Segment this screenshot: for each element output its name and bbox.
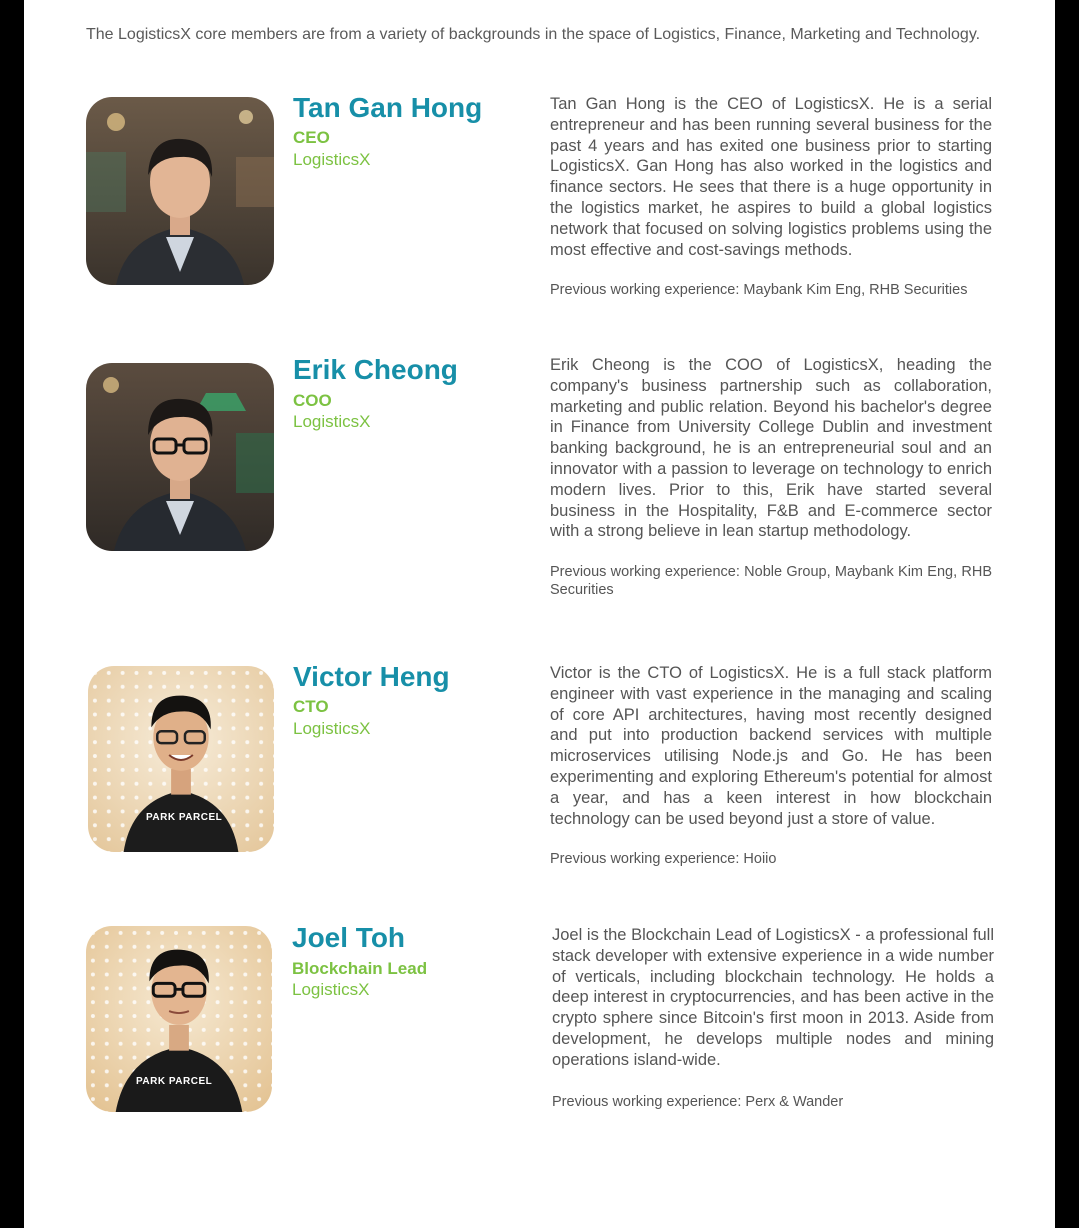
person-portrait-icon: [86, 363, 274, 551]
member-bio: Joel is the Blockchain Lead of LogisticsX - a professional full stack developer with extensive experience in a wide number of verticals, including blockchain technology. He holds a deep interest in cryptocurrencies, and has been active in the crypto sphere since Bitcoin's first moon in 2013. Aside from development, he develops multiple nodes and mining operations island-wide.: [552, 926, 994, 1069]
member-photo: [86, 926, 272, 1112]
member-company: LogisticsX: [292, 980, 370, 999]
member-name: Joel Toh: [292, 922, 406, 953]
member-photo: [86, 363, 274, 551]
member-role: COO: [293, 391, 332, 410]
member-bio: Victor is the CTO of LogisticsX. He is a full stack platform engineer with vast experience in the managing and scaling of core API architectures, having most recently designed and put into production backend services with multiple microservices utilising Node.js and Go. He has been experimenting and exploring Ethereum's potential for almost a year, and has a keen interest in how blockchain technology can be used beyond just a store of value.: [550, 664, 992, 828]
member-previous-experience: Previous working experience: Perx & Wander: [552, 1094, 844, 1110]
intro-text: The LogisticsX core members are from a variety of backgrounds in the space of Logistics, Finance, Marketing and Technology.: [86, 26, 981, 43]
member-previous-experience: Previous working experience: Noble Group, Maybank Kim Eng, RHB Securities: [550, 564, 992, 598]
member-bio: Tan Gan Hong is the CEO of LogisticsX. He is a serial entrepreneur and has been running several business for the past 4 years and has exited one business prior to starting LogisticsX. Gan Hong has also worked in the logistics and finance sectors. He sees that there is a huge opportunity in the logistics market, he aspires to build a global logistics network that focused on solving logistics problems using the most effective and cost-savings methods.: [550, 95, 992, 259]
person-portrait-icon: [86, 97, 274, 285]
member-photo: [86, 97, 274, 285]
member-role: CTO: [293, 697, 329, 716]
member-company: LogisticsX: [293, 719, 371, 738]
member-name: Victor Heng: [293, 661, 450, 692]
member-previous-experience: Previous working experience: Maybank Kim Eng, RHB Securities: [550, 282, 968, 298]
member-name: Tan Gan Hong: [293, 92, 483, 123]
member-role: CEO: [293, 128, 330, 147]
member-role: Blockchain Lead: [292, 959, 428, 978]
person-portrait-icon: [88, 666, 274, 852]
member-name: Erik Cheong: [293, 354, 458, 385]
member-photo: [88, 666, 274, 852]
page: [24, 0, 1055, 1228]
shirt-print-text: PARK PARCEL: [146, 812, 223, 823]
member-bio: Erik Cheong is the COO of LogisticsX, heading the company's business partnership such as collaboration, marketing and public relation. Beyond his bachelor's degree in Finance from University College Dublin and investment banking background, he is an entrepreneurial soul and an innovator with a passion to leverage on technology to enrich modern lives. Prior to this, Erik have started several business in the Hospitality, F&B and E-commerce sector with a strong believe in lean startup methodology.: [550, 356, 992, 541]
member-previous-experience: Previous working experience: Hoiio: [550, 851, 777, 867]
member-company: LogisticsX: [293, 150, 371, 169]
shirt-print-text: PARK PARCEL: [136, 1076, 213, 1087]
member-company: LogisticsX: [293, 412, 371, 431]
